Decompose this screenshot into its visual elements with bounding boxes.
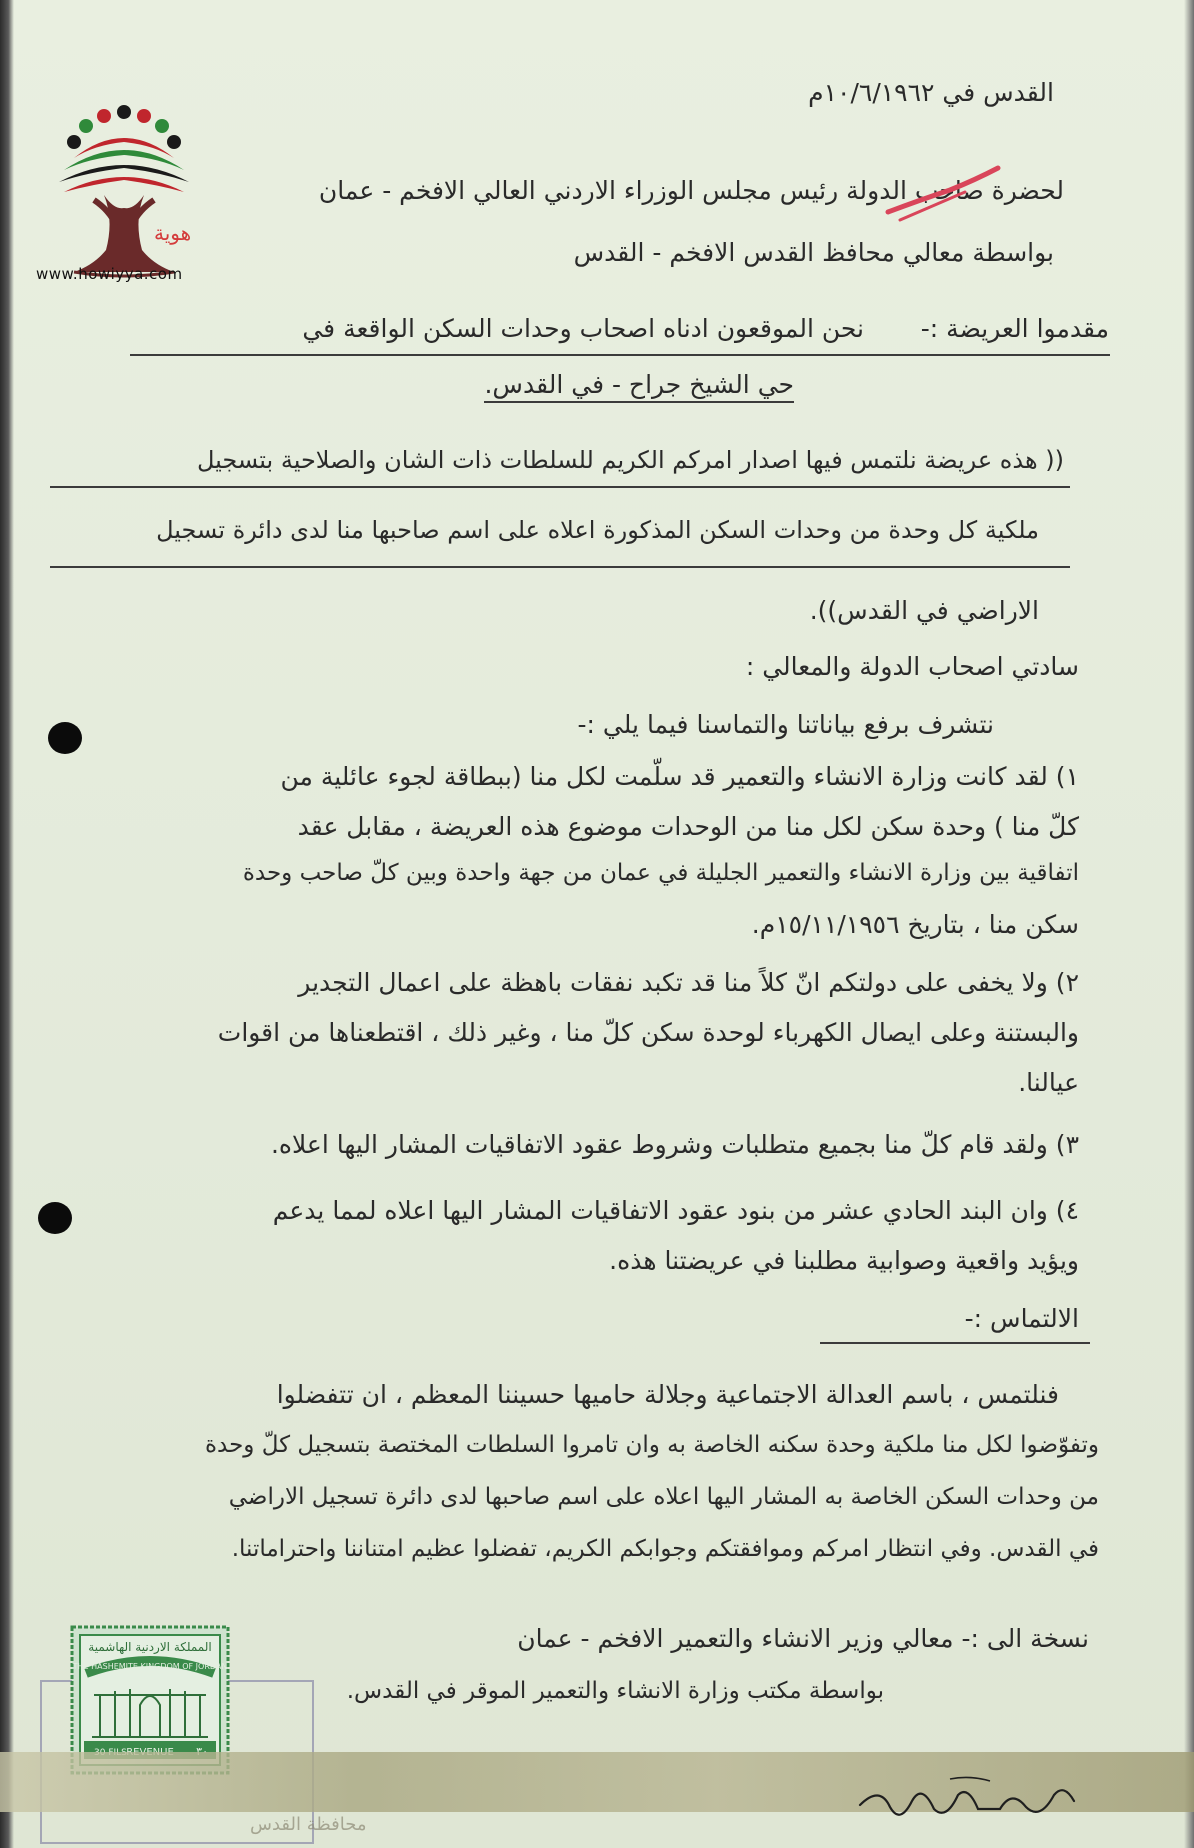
point-4-line-1: ٤) وان البند الحادي عشر من بنود عقود الاتفاقيات المشار اليها اعلاه لمما يدعم (272, 1196, 1079, 1225)
request-line-1: فنلتمس ، باسم العدالة الاجتماعية وجلالة حاميها حسيننا المعظم ، ان تتفضلوا (276, 1380, 1059, 1409)
submitters-rule (130, 354, 1110, 356)
request-line-4: في القدس. وفي انتظار امركم وموافقتكم وجوابكم الكريم، تفضلوا عظيم امتناننا واحتراماتنا. (231, 1536, 1099, 1562)
point-2-line-2: والبستنة وعلى ايصال الكهرباء لوحدة سكن كلّ منا ، وغير ذلك ، اقتطعناها من اقوات (217, 1018, 1079, 1047)
point-2-line-1: ٢) ولا يخفى على دولتكم انّ كلاً منا قد تكبد نفقات باهظة على اعمال التجدير (298, 968, 1079, 997)
subject-line-1: (( هذه عريضة نلتمس فيها اصدار امركم الكريم للسلطات ذات الشان والصلاحية بتسجيل (196, 446, 1064, 474)
request-heading-rule (820, 1342, 1090, 1344)
logo-url: www.howiyya.com (36, 265, 183, 283)
logo-people-icon (59, 105, 189, 192)
copy-line-1: نسخة الى :- معالي وزير الانشاء والتعمير الافخم - عمان (517, 1624, 1089, 1653)
point-1-line-4: سكن منا ، بتاريخ ١٥/١١/١٩٥٦م. (751, 910, 1079, 939)
addressee-line: لحضرة صاحب الدولة رئيس مجلس الوزراء الاردني العالي الافخم - عمان (318, 176, 1064, 205)
request-line-2: وتفوّضوا لكل منا ملكية وحدة سكنه الخاصة به وان تامروا السلطات المختصة بتسجيل كلّ وحدة (204, 1432, 1099, 1458)
submitters-line-1: نحن الموقعون ادناه اصحاب وحدات السكن الواقعة في (302, 314, 864, 343)
point-4-line-2: ويؤيد واقعية وصوابية مطلبنا في عريضتنا هذه. (609, 1246, 1079, 1275)
subject-rule-1 (50, 486, 1070, 488)
bottom-faded-text: محافظة القدس (250, 1814, 367, 1835)
place-date: القدس في ١٠/٦/١٩٦٢م (808, 78, 1054, 107)
logo-mark-text: هوية (154, 221, 192, 245)
punch-hole-bottom (38, 1202, 72, 1234)
scan-edge-right (1184, 0, 1194, 1848)
signature-text: محمد ابراهيم عبد (961, 1831, 969, 1832)
punch-hole-top (48, 722, 82, 754)
subject-line-3: الاراضي في القدس)). (809, 596, 1039, 625)
point-3-line-1: ٣) ولقد قام كلّ منا بجميع متطلبات وشروط عقود الاتفاقيات المشار اليها اعلاه. (270, 1130, 1079, 1159)
intro-line: نتشرف برفع بياناتنا والتماسنا فيما يلي :- (577, 710, 994, 739)
copy-line-2: بواسطة مكتب وزارة الانشاء والتعمير الموقر في القدس. (346, 1678, 884, 1704)
point-1-line-1: ١) لقد كانت وزارة الانشاء والتعمير قد سلّمت لكل منا (ببطاقة لجوء عائلية من (280, 762, 1079, 791)
request-line-3: من وحدات السكن الخاصة به المشار اليها اعلاه على اسم صاحبها لدى دائرة تسجيل الاراضي (228, 1484, 1099, 1510)
signature (850, 1765, 1080, 1835)
submitters-location: حي الشيخ جراح - في القدس. (484, 370, 794, 403)
via-line: بواسطة معالي محافظ القدس الافخم - القدس (573, 238, 1054, 267)
submitters-line-2 (484, 370, 794, 400)
salutation: سادتي اصحاب الدولة والمعالي : (745, 652, 1079, 681)
point-2-line-3: عيالنا. (1018, 1068, 1079, 1097)
scan-edge-left (0, 0, 14, 1848)
stamp-top-text: المملكة الاردنية الهاشمية (88, 1640, 212, 1654)
request-heading: الالتماس :- (964, 1304, 1079, 1333)
point-1-line-3: اتفاقية بين وزارة الانشاء والتعمير الجليلة في عمان من جهة واحدة وبين كلّ صاحب وحدة (242, 860, 1079, 886)
subject-rule-2 (50, 566, 1070, 568)
subject-line-2: ملكية كل وحدة من وحدات السكن المذكورة اعلاه على اسم صاحبها منا لدى دائرة تسجيل (156, 516, 1039, 544)
submitters-label: مقدموا العريضة :- (920, 314, 1109, 343)
point-1-line-2: كلّ منا ) وحدة سكن لكل منا من الوحدات موضوع هذه العريضة ، مقابل عقد (297, 812, 1079, 841)
red-pen-mark (880, 160, 1010, 230)
stamp-band-text: THE HASHEMITE KINGDOM OF JORDAN (72, 1662, 228, 1671)
